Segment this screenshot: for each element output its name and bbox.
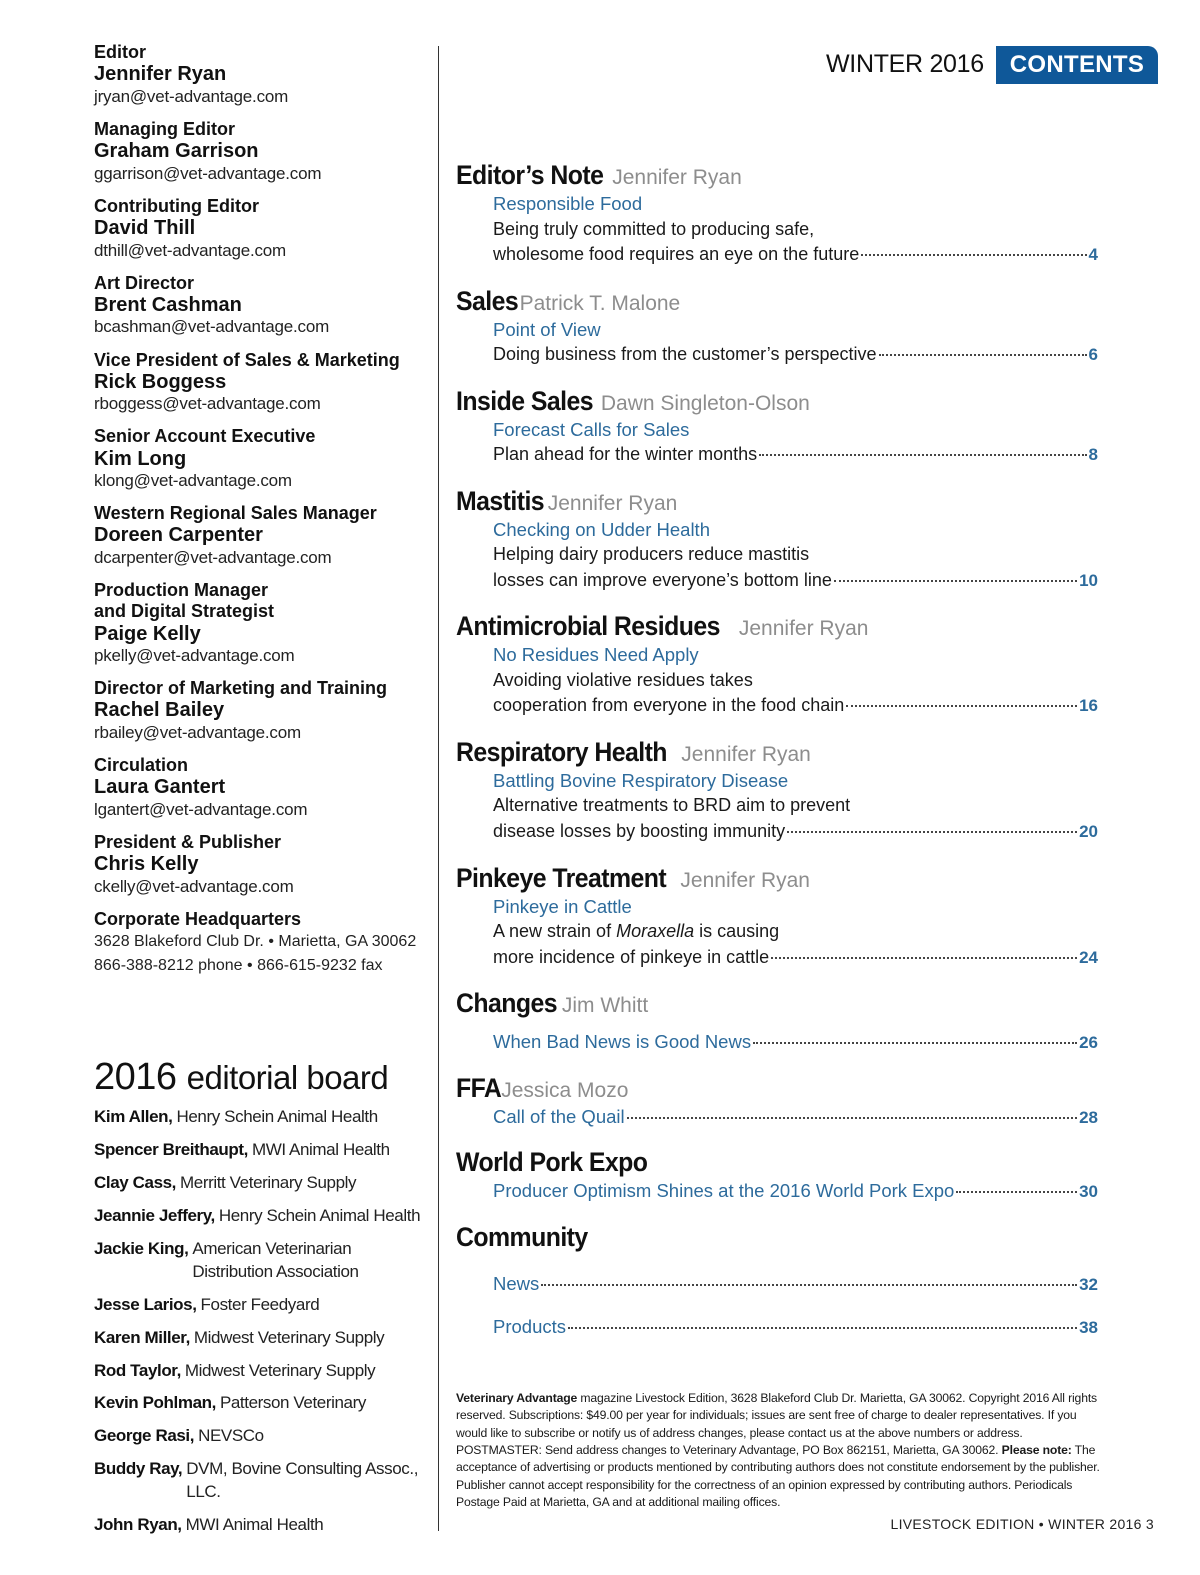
staff-role: Art Director [94, 272, 195, 293]
board-member [94, 1392, 434, 1415]
staff-name: Brent Cashman [94, 293, 242, 316]
hq-address: 3628 Blakeford Club Dr. • Marietta, GA 30062 [94, 933, 417, 951]
member-affiliation: MWI Animal Health [185, 1515, 324, 1535]
staff-role-line2: and Digital Strategist [94, 601, 275, 622]
staff-email[interactable]: dcarpenter@vet-advantage.com [94, 548, 332, 568]
member-affiliation: MWI Animal Health [251, 1139, 390, 1159]
staff-email[interactable]: jryan@vet-advantage.com [94, 86, 289, 106]
member-affiliation: Henry Schein Animal Health [176, 1107, 378, 1126]
board-heading [94, 1058, 434, 1096]
member-name: Karen Miller, [94, 1327, 190, 1347]
staff-email[interactable]: pkelly@vet-advantage.com [94, 646, 295, 666]
desc-part: A new strain of [493, 921, 617, 942]
article-title[interactable]: Point of View [493, 318, 601, 340]
leader-dots [753, 1042, 1077, 1044]
article-title[interactable]: Call of the Quail [493, 1105, 625, 1127]
page-number[interactable]: 20 [1079, 822, 1098, 842]
staff-role: Vice President of Sales & Marketing [94, 349, 400, 370]
staff-role: Editor [94, 42, 146, 62]
toc-section-respiratory [456, 737, 1098, 845]
staff-editor [94, 42, 434, 107]
member-name: Buddy Ray, [94, 1459, 183, 1479]
staff-senior-account-exec [94, 426, 434, 491]
toc-section-community [456, 1222, 1098, 1340]
leader-dots [627, 1117, 1077, 1119]
member-affiliation: Henry Schein Animal Health [218, 1205, 421, 1225]
section-author: Patrick T. Malone [519, 291, 681, 315]
staff-marketing-director [94, 678, 434, 743]
article-title[interactable]: Forecast Calls for Sales [493, 418, 690, 440]
column-divider [438, 46, 439, 1531]
legal-note-label: Please note: [1001, 1442, 1072, 1457]
article-desc: cooperation from everyone in the food chain [493, 695, 845, 716]
member-name: Jesse Larios, [94, 1294, 197, 1314]
toc-section-world-pork-expo [456, 1147, 1098, 1204]
section-author: Jennifer Ryan [547, 491, 678, 515]
page-number[interactable]: 28 [1079, 1107, 1098, 1127]
member-affiliation: Midwest Veterinary Supply [193, 1327, 385, 1347]
leader-dots [956, 1191, 1077, 1193]
article-desc: Avoiding violative residues takes [493, 669, 753, 690]
member-affiliation: Patterson Veterinary [219, 1393, 366, 1413]
page-number[interactable]: 30 [1079, 1182, 1098, 1202]
article-desc: Plan ahead for the winter months [493, 444, 758, 465]
page-number[interactable]: 8 [1088, 445, 1098, 465]
member-name: George Rasi, [94, 1426, 195, 1446]
board-member [94, 1425, 434, 1448]
section-title: Respiratory Health [456, 736, 667, 767]
leader-dots [568, 1327, 1077, 1329]
section-author: Dawn Singleton-Olson [600, 391, 810, 415]
section-title: Editor’s Note [456, 160, 604, 190]
member-affiliation: Merritt Veterinary Supply [180, 1172, 357, 1192]
toc-section-sales [456, 286, 1098, 368]
board-member [94, 1106, 434, 1129]
staff-production-manager [94, 580, 434, 666]
leader-dots [759, 454, 1086, 456]
staff-name: David Thill [94, 216, 196, 239]
staff-role: Senior Account Executive [94, 426, 316, 447]
article-desc: Doing business from the customer’s perspective [493, 344, 877, 365]
page-number[interactable]: 16 [1079, 696, 1098, 716]
legal-brand: Veterinary Advantage [456, 1391, 578, 1405]
article-title[interactable]: Checking on Udder Health [493, 518, 710, 540]
staff-role: President & Publisher [94, 831, 282, 852]
article-title[interactable]: Responsible Food [493, 193, 643, 214]
staff-publisher [94, 832, 434, 897]
page-number[interactable]: 32 [1079, 1274, 1098, 1294]
corporate-headquarters [94, 909, 434, 977]
legal-text: The acceptance of advertising or products mentioned by contributing authors does not constitute endorsement by the publisher. Publisher cannot accept responsibility for the correctness of an opinion expressed by contributing authors. Periodicals Postage Paid at Marietta, GA and at additional mailing offices. [456, 1442, 1100, 1509]
page-number[interactable]: 38 [1079, 1318, 1098, 1338]
leader-dots [541, 1284, 1077, 1286]
section-title: World Pork Expo [456, 1147, 648, 1178]
article-title[interactable]: Producer Optimism Shines at the 2016 World Pork Expo [493, 1180, 955, 1202]
staff-name: Rick Boggess [94, 370, 227, 393]
staff-role: Production Manager [94, 580, 269, 601]
staff-western-sales [94, 503, 434, 568]
staff-email[interactable]: dthill@vet-advantage.com [94, 240, 287, 260]
staff-name: Laura Gantert [94, 776, 226, 799]
section-author: Jennifer Ryan [738, 617, 869, 641]
member-name: Rod Taylor, [94, 1360, 181, 1380]
article-title[interactable]: When Bad News is Good News [493, 1031, 752, 1053]
section-title: FFA [456, 1072, 502, 1103]
article-title[interactable]: No Residues Need Apply [493, 644, 699, 666]
board-member [94, 1139, 434, 1162]
section-author: Jennifer Ryan [681, 742, 811, 766]
staff-role: Contributing Editor [94, 195, 259, 216]
toc-section-ffa [456, 1073, 1098, 1130]
page-number[interactable]: 4 [1088, 245, 1098, 265]
toc-section-changes [456, 988, 1098, 1055]
staff-circulation [94, 755, 434, 820]
article-title[interactable]: Battling Bovine Respiratory Disease [493, 769, 789, 791]
section-title: Changes [456, 988, 558, 1019]
table-of-contents [456, 160, 1098, 1358]
member-name: Jeannie Jeffery, [94, 1205, 215, 1225]
board-member [94, 1514, 434, 1537]
section-author: Jessica Mozo [501, 1078, 629, 1102]
staff-email[interactable]: rboggess@vet-advantage.com [94, 394, 321, 414]
member-name: Kevin Pohlman, [94, 1393, 216, 1413]
toc-section-editors-note [456, 160, 1098, 268]
staff-managing-editor [94, 119, 434, 184]
legal-text: magazine Livestock Edition, 3628 Blakeford Club Dr. Marietta, GA 30062. Copyright 2016 All rights reserved. Subscriptions: $49.00 per year for individuals; issues are sent free of charge to dealer representatives. If you would like to subscribe or notify us of address changes, please contact us at the above numbers or address. POSTMASTER: Send address changes to Veterinary Advantage, PO Box 862151, Marietta, GA 30062. [456, 1391, 1097, 1457]
leader-dots [861, 254, 1086, 256]
board-title: editorial board [186, 1059, 389, 1096]
staff-role: Managing Editor [94, 118, 235, 139]
board-member [94, 1294, 434, 1317]
member-affiliation: DVM, Bovine Consulting Assoc., LLC. [186, 1459, 419, 1502]
toc-section-inside-sales [456, 386, 1098, 468]
board-member [94, 1360, 434, 1383]
editorial-board [94, 1058, 434, 1537]
article-desc: disease losses by boosting immunity [493, 821, 786, 842]
desc-species: Moraxella [616, 921, 695, 942]
member-name: Kim Allen, [94, 1107, 173, 1126]
staff-art-director [94, 273, 434, 338]
staff-email[interactable]: ggarrison@vet-advantage.com [94, 163, 322, 183]
staff-email[interactable]: klong@vet-advantage.com [94, 471, 292, 491]
staff-name: Rachel Bailey [94, 699, 225, 722]
article-desc: Helping dairy producers reduce mastitis [493, 544, 810, 565]
section-title: Inside Sales [456, 385, 593, 416]
staff-email[interactable]: bcashman@vet-advantage.com [94, 317, 330, 337]
staff-name: Graham Garrison [94, 140, 259, 163]
member-name: John Ryan, [94, 1515, 182, 1535]
page-number[interactable]: 26 [1079, 1033, 1098, 1053]
section-title: Pinkeye Treatment [456, 862, 667, 893]
page-number[interactable]: 6 [1088, 345, 1098, 365]
toc-section-antimicrobial [456, 611, 1098, 719]
leader-dots [846, 705, 1077, 707]
member-affiliation: NEVSCo [198, 1426, 264, 1446]
section-title: Community [456, 1221, 588, 1252]
staff-role: Western Regional Sales Manager [94, 503, 377, 524]
toc-section-pinkeye [456, 863, 1098, 971]
board-member [94, 1327, 434, 1350]
article-desc: Being truly committed to producing safe, [493, 218, 815, 239]
hq-phones: 866-388-8212 phone • 866-615-9232 fax [94, 956, 383, 974]
section-author: Jim Whitt [561, 994, 649, 1018]
article-desc [493, 919, 1098, 945]
staff-email[interactable]: ckelly@vet-advantage.com [94, 876, 294, 896]
staff-email[interactable]: lgantert@vet-advantage.com [94, 799, 308, 819]
staff-vp-sales [94, 350, 434, 415]
member-affiliation: Foster Feedyard [200, 1294, 320, 1314]
board-member [94, 1238, 434, 1284]
staff-name: Chris Kelly [94, 853, 199, 876]
staff-email[interactable]: rbailey@vet-advantage.com [94, 723, 301, 743]
member-affiliation: Midwest Veterinary Supply [184, 1360, 376, 1380]
article-title-products[interactable]: Products [493, 1316, 567, 1338]
section-title: Sales [456, 285, 519, 316]
leader-dots [771, 957, 1077, 959]
staff-role: Circulation [94, 755, 189, 776]
desc-part: is causing [694, 921, 780, 942]
article-desc: losses can improve everyone’s bottom line [493, 569, 832, 590]
contents-tab: CONTENTS [996, 46, 1158, 84]
page-footer: LIVESTOCK EDITION • WINTER 2016 3 [890, 1516, 1154, 1532]
section-title: Antimicrobial Residues [456, 611, 720, 642]
staff-name: Paige Kelly [94, 622, 201, 645]
masthead [94, 42, 434, 977]
staff-name: Kim Long [94, 447, 187, 470]
article-desc: wholesome food requires an eye on the future [493, 244, 860, 265]
toc-section-mastitis [456, 486, 1098, 594]
issue-label: WINTER 2016 [826, 50, 984, 78]
leader-dots [834, 580, 1077, 582]
board-year: 2016 [94, 1056, 177, 1098]
hq-title: Corporate Headquarters [94, 908, 302, 929]
member-affiliation: American Veterinarian Distribution Association [192, 1238, 359, 1281]
article-title[interactable]: Pinkeye in Cattle [493, 895, 632, 917]
page-number[interactable]: 24 [1079, 947, 1098, 967]
article-title-news[interactable]: News [493, 1272, 540, 1294]
member-name: Jackie King, [94, 1238, 189, 1258]
section-author: Jennifer Ryan [612, 166, 742, 189]
staff-contributing-editor [94, 196, 434, 261]
board-member [94, 1205, 434, 1228]
member-name: Clay Cass, [94, 1172, 176, 1192]
board-member [94, 1458, 434, 1504]
article-desc: more incidence of pinkeye in cattle [493, 946, 770, 967]
member-name: Spencer Breithaupt, [94, 1139, 248, 1159]
article-desc: Alternative treatments to BRD aim to prevent [493, 795, 851, 816]
staff-name: Doreen Carpenter [94, 524, 263, 547]
section-title: Mastitis [456, 485, 545, 516]
legal-notice [456, 1390, 1106, 1511]
leader-dots [879, 354, 1087, 356]
page-number[interactable]: 10 [1079, 570, 1098, 590]
leader-dots [787, 831, 1077, 833]
section-author: Jennifer Ryan [680, 868, 810, 892]
staff-name: Jennifer Ryan [94, 63, 227, 86]
staff-role: Director of Marketing and Training [94, 678, 388, 699]
board-member [94, 1172, 434, 1195]
